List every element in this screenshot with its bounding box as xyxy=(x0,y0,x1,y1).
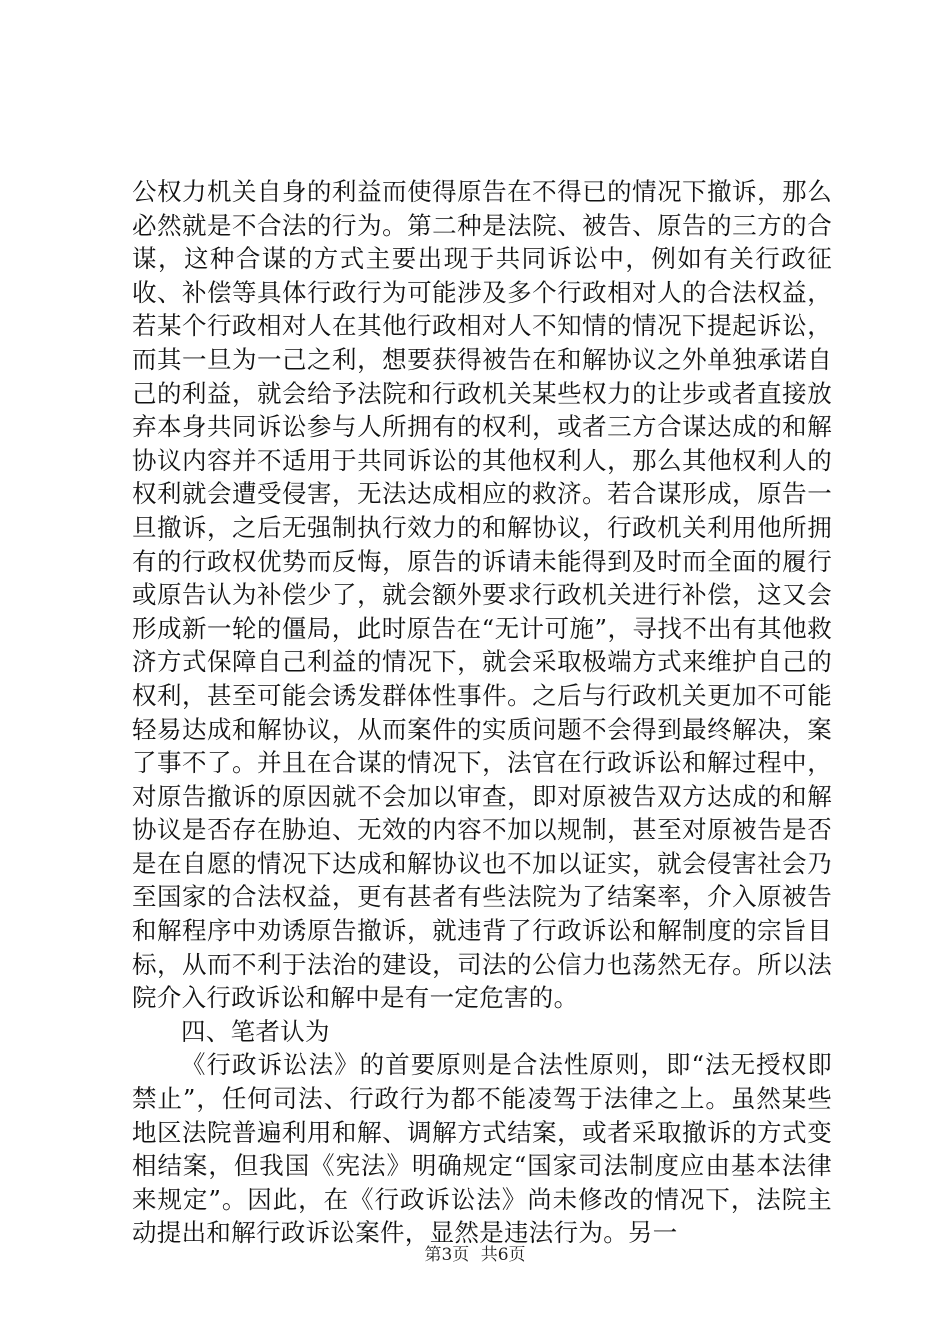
section-heading: 四、笔者认为 xyxy=(181,1016,330,1046)
page-total: 共6页 xyxy=(480,1245,526,1265)
paragraph-continuation: 公权力机关自身的利益而使得原告在不得已的情况下撤诉，那么必然就是不合法的行为。第二种是法院、被告、原告的三方的合谋，这种合谋的方式主要出现于共同诉讼中，例如有关行政征收、补偿等具体行政行为可能涉及多个行政相对人的合法权益，若某个行政相对人在其他行政相对人不知情的情况下提起诉讼，而其一旦为一己之利，想要获得被告在和解协议之外单独承诺自己的利益，就会给予法院和行政机关某些权力的让步或者直接放弃本身共同诉讼参与人所拥有的权利，或者三方合谋达成的和解协议内容并不适用于共同诉讼的其他权利人，那么其他权利人的权利就会遭受侵害，无法达成相应的救济。若合谋形成，原告一旦撤诉，之后无强制执行效力的和解协议，行政机关利用他所拥有的行政权优势而反悔，原告的诉请未能得到及时而全面的履行或原告认为补偿少了，就会额外要求行政机关进行补偿，这又会形成新一轮的僵局，此时原告在“无计可施”，寻找不出有其他救济方式保障自己利益的情况下，就会采取极端方式来维护自己的权利，甚至可能会诱发群体性事件。之后与行政机关更加不可能轻易达成和解协议，从而案件的实质问题不会得到最终解决，案了事不了。并且在合谋的情况下，法官在行政诉讼和解过程中，对原告撤诉的原因就不会加以审查，即对原被告双方达成的和解协议是否存在胁迫、无效的内容不加以规制，甚至对原被告是否是在自愿的情况下达成和解协议也不加以证实，就会侵害社会乃至国家的合法权益，更有甚者有些法院为了结案率，介入原被告和解程序中劝诱原告撤诉，就违背了行政诉讼和解制度的宗旨目标，从而不利于法治的建设，司法的公信力也荡然无存。所以法院介入行政诉讼和解中是有一定危害的。 xyxy=(132,177,832,1013)
page-footer xyxy=(0,1240,950,1265)
document-body xyxy=(132,175,832,1250)
paragraph-body: 《行政诉讼法》的首要原则是合法性原则，即“法无授权即禁止”，任何司法、行政行为都不能凌驾于法律之上。虽然某些地区法院普遍利用和解、调解方式结案，或者采取撤诉的方式变相结案，但我国《宪法》明确规定“国家司法制度应由基本法律来规定”。因此，在《行政诉讼法》尚未修改的情况下，法院主动提出和解行政诉讼案件，显然是违法行为。另一 xyxy=(132,1050,832,1248)
page-number: 第3页 xyxy=(424,1245,470,1265)
